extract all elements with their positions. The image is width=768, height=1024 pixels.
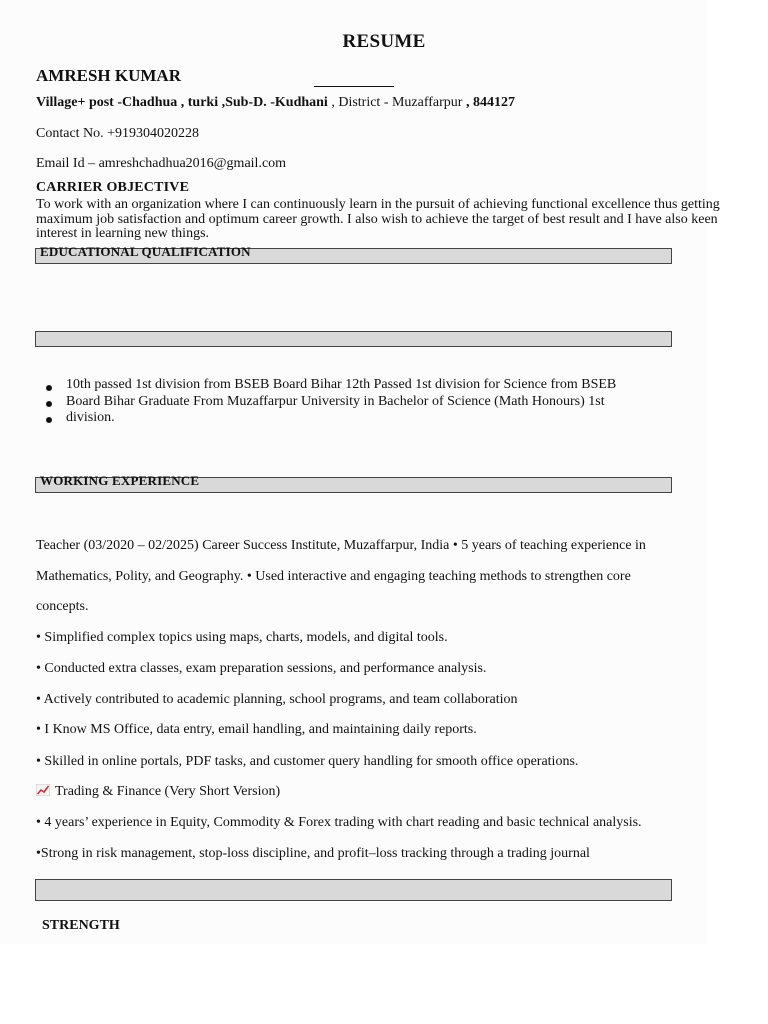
trading-heading-line [36,784,280,800]
bullet-dot [46,385,52,391]
address-district: , District - Muzaffarpur [327,95,466,110]
bullet-dot [46,401,52,407]
experience-line: • Conducted extra classes, exam preparation sessions, and performance analysis. [36,661,487,676]
experience-line: • 4 years’ experience in Equity, Commodity & Forex trading with chart reading and basic technical analysis. [36,815,642,830]
address-pincode: , 844127 [465,95,515,110]
education-section-bar [35,244,672,264]
experience-line: • Simplified complex topics using maps, charts, models, and digital tools. [36,630,448,645]
strength-heading: STRENGTH [42,918,120,933]
address-village: Village+ post -Chadhua , turki ,Sub-D. -Kudhani [36,95,328,110]
education-heading: EDUCATIONAL QUALIFICATION [40,244,251,259]
experience-line: • Skilled in online portals, PDF tasks, and customer query handling for smooth office operations. [36,754,579,769]
email-address: Email Id – amreshchadhua2016@gmail.com [36,156,287,171]
candidate-name: AMRESH KUMAR [36,66,181,85]
objective-text: To work with an organization where I can continuously learn in the pursuit of achieving functional excellence thus getting maximum job satisfaction and optimum career growth. I also wish to achieve the target of best result and I have also keen interest in learning new things. [36,197,720,241]
experience-line: concepts. [36,599,89,614]
experience-heading: WORKING EXPERIENCE [40,473,200,488]
chart-increasing-icon [36,784,50,796]
experience-line: • Actively contributed to academic planning, school programs, and team collaboration [36,692,518,707]
experience-section-bar [35,473,672,493]
objective-heading: CARRIER OBJECTIVE [36,180,190,195]
experience-line: Teacher (03/2020 – 02/2025) Career Success Institute, Muzaffarpur, India • 5 years of teaching experience in [36,538,646,553]
contact-number: Contact No. +919304020228 [36,126,200,141]
page-title: RESUME [342,31,426,52]
empty-section-bar [35,331,672,347]
education-bullets [46,382,56,433]
experience-line: Mathematics, Polity, and Geography. • Used interactive and engaging teaching methods to strengthen core [36,569,631,584]
trading-heading: Trading & Finance (Very Short Version) [55,784,281,799]
strength-section-bar [35,879,672,901]
bullet-dot [46,417,52,423]
experience-line: • I Know MS Office, data entry, email handling, and maintaining daily reports. [36,722,477,737]
experience-line: •Strong in risk management, stop-loss discipline, and profit–loss tracking through a trading journal [36,846,590,861]
name-underline [314,86,394,87]
education-text: 10th passed 1st division from BSEB Board Bihar 12th Passed 1st division for Science from BSEB Board Bihar Graduate From Muzaffarpur University in Bachelor of Science (Math Honours) 1st division. [66,377,617,425]
address [36,95,515,111]
